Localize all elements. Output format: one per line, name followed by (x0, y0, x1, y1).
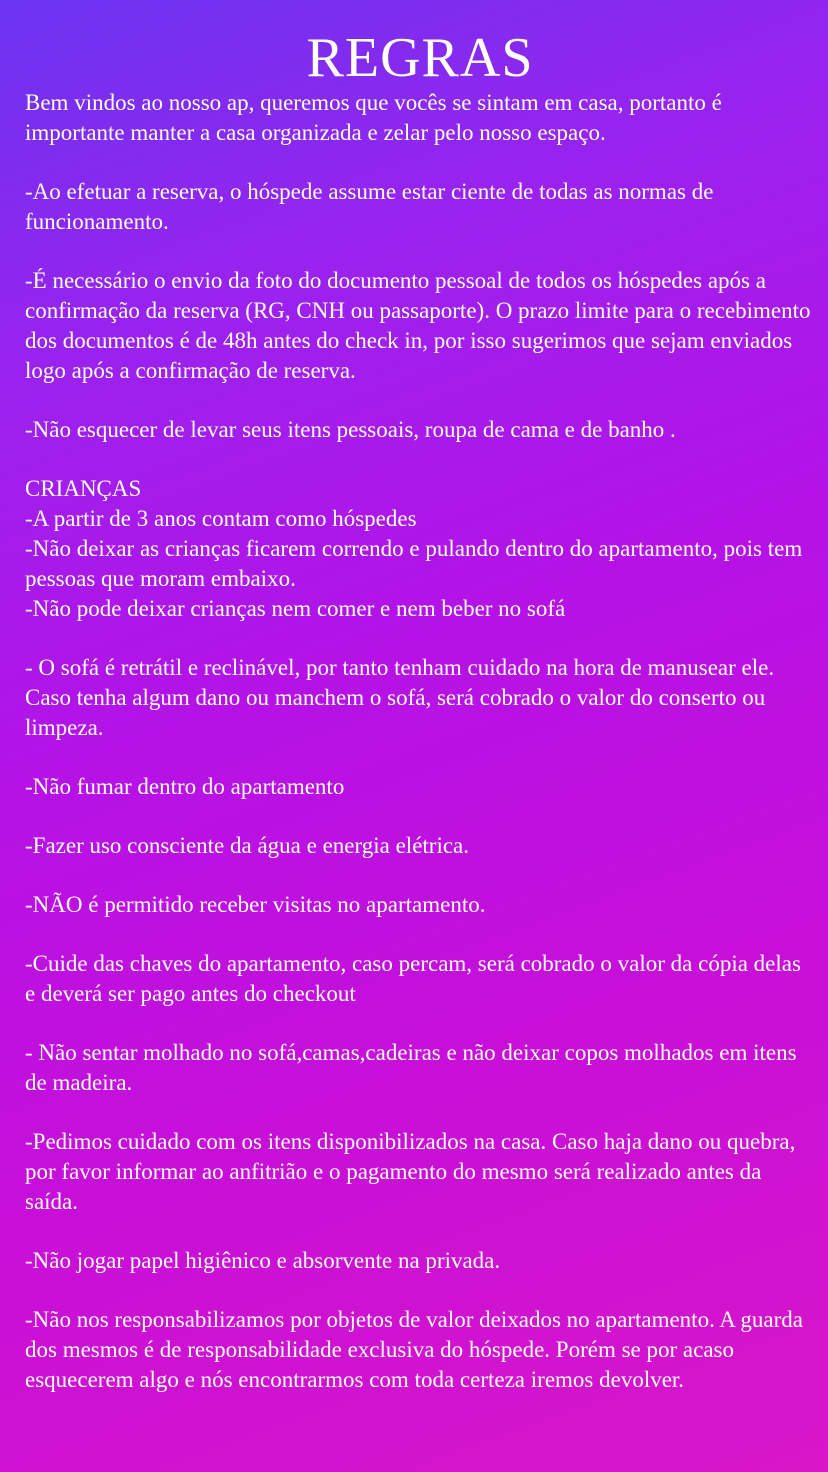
rule-item: -Não nos responsabilizamos por objetos de valor deixados no apartamento. A guarda dos mesmos é de responsabilidade exclusiva do hóspede. Porém se por acaso esquecerem algo e nós encontrarmos com toda certeza iremos devolver. (25, 1307, 803, 1392)
spacer (25, 624, 815, 653)
rule-item: -Ao efetuar a reserva, o hóspede assume estar ciente de todas as normas de funcionamento. (25, 179, 714, 234)
spacer (25, 743, 815, 772)
children-rule-item: -A partir de 3 anos contam como hóspedes (25, 506, 417, 531)
rule-item: -Pedimos cuidado com os itens disponibilizados na casa. Caso haja dano ou quebra, por favor informar ao anfitrião e o pagamento do mesmo será realizado antes da saída. (25, 1129, 796, 1214)
spacer (25, 386, 815, 415)
rule-item: - Não sentar molhado no sofá,camas,cadeiras e não deixar copos molhados em itens de madeira. (25, 1040, 797, 1095)
page-title: REGRAS (306, 27, 534, 89)
rule-item: -Não fumar dentro do apartamento (25, 774, 345, 799)
spacer (25, 861, 815, 890)
spacer (25, 1276, 815, 1305)
spacer (25, 1009, 815, 1038)
rule-item: - O sofá é retrátil e reclinável, por tanto tenham cuidado na hora de manusear ele. Caso tenha algum dano ou manchem o sofá, será cobrado o valor do conserto ou limpeza. (25, 655, 775, 740)
spacer (25, 1217, 815, 1246)
spacer (25, 802, 815, 831)
children-rule-item: -Não pode deixar crianças nem comer e nem beber no sofá (25, 596, 566, 621)
intro-text: Bem vindos ao nosso ap, queremos que vocês se sintam em casa, portanto é importante manter a casa organizada e zelar pelo nosso espaço. (25, 90, 722, 145)
spacer (25, 148, 815, 177)
rules-document (25, 28, 815, 1395)
rule-item: -É necessário o envio da foto do documento pessoal de todos os hóspedes após a confirmação da reserva (RG, CNH ou passaporte). O prazo limite para o recebimento dos documentos é de 48h antes do check in, por isso sugerimos que sejam enviados logo após a confirmação de reserva. (25, 268, 811, 383)
rule-item: -Cuide das chaves do apartamento, caso percam, será cobrado o valor da cópia delas e deverá ser pago antes do checkout (25, 951, 801, 1006)
children-rule-item: -Não deixar as crianças ficarem correndo e pulando dentro do apartamento, pois tem pessoas que moram embaixo. (25, 536, 803, 591)
spacer (25, 920, 815, 949)
rule-item: -Fazer uso consciente da água e energia elétrica. (25, 833, 470, 858)
rule-item: -Não jogar papel higiênico e absorvente na privada. (25, 1248, 501, 1273)
spacer (25, 237, 815, 266)
children-heading: CRIANÇAS (25, 476, 142, 501)
rule-item: -Não esquecer de levar seus itens pessoais, roupa de cama e de banho . (25, 417, 676, 442)
children-section (25, 474, 815, 624)
rule-item: -NÃO é permitido receber visitas no apartamento. (25, 892, 486, 917)
spacer (25, 1098, 815, 1127)
spacer (25, 445, 815, 474)
